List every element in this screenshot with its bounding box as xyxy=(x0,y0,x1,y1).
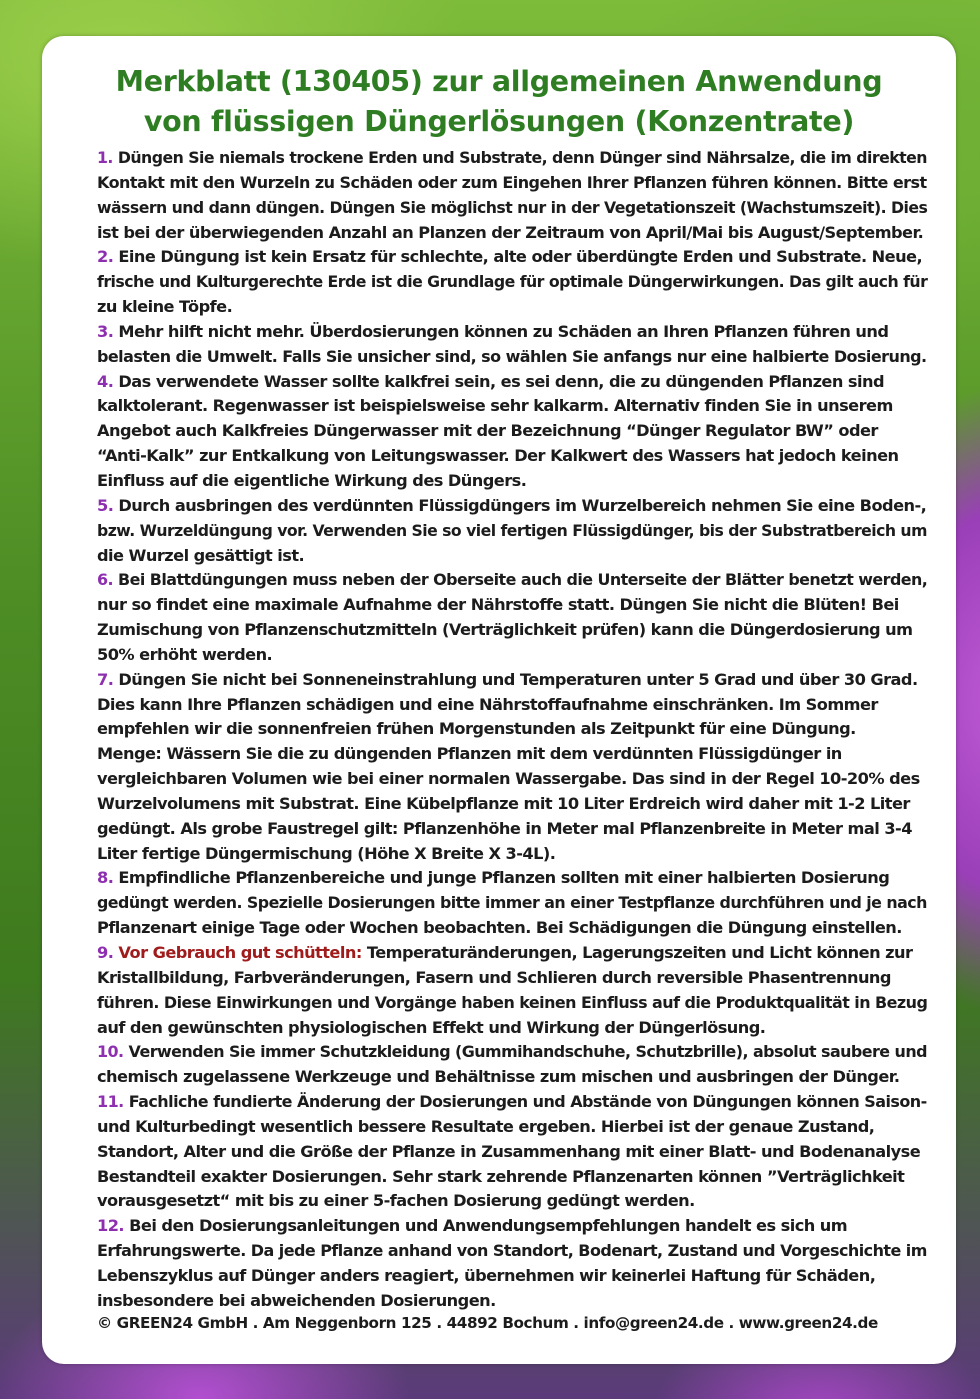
instruction-line xyxy=(97,668,927,693)
line-text: Bei Blattdüngungen muss neben der Oberseite auch die Unterseite der Blätter benetzt werden, xyxy=(118,570,928,590)
line-text: vorausgesetzt“ mit bis zu einer 5-fachen Dosierung gedüngt werden. xyxy=(97,1191,695,1211)
instruction-line xyxy=(97,966,927,991)
instruction-line xyxy=(97,1165,927,1190)
instruction-item xyxy=(97,320,927,370)
instruction-line xyxy=(97,469,927,494)
line-text: “Anti-Kalk” zur Entkalkung von Leitungswasser. Der Kalkwert des Wassers hat jedoch keinen xyxy=(97,446,899,466)
line-text: und Kulturbedingt wesentlich bessere Resultate ergeben. Hierbei ist der genaue Zustand, xyxy=(97,1116,875,1136)
line-text: Menge: Wässern Sie die zu düngenden Pflanzen mit dem verdünnten Flüssigdünger in xyxy=(97,744,842,764)
instruction-list xyxy=(97,146,927,1314)
line-text: zu kleine Töpfe. xyxy=(97,297,233,317)
line-text: führen. Diese Einwirkungen und Vorgänge haben keinen Einfluss auf die Produktqualität in Bezug xyxy=(97,992,928,1012)
line-text: Verwenden Sie immer Schutzkleidung (Gummihandschuhe, Schutzbrille), absolut saubere und xyxy=(128,1042,927,1062)
instruction-line xyxy=(97,544,927,569)
title-line-2: von flüssigen Düngerlösungen (Konzentrate) xyxy=(143,105,855,138)
line-text: gedüngt werden. Spezielle Dosierungen bitte immer an einer Testpflanze durchführen und je nach xyxy=(97,893,927,913)
instruction-line xyxy=(97,1090,927,1115)
line-text: Lebenszyklus auf Dünger anders reagiert, übernehmen wir keinerlei Haftung für Schäden, xyxy=(97,1265,876,1285)
item-number: 12. xyxy=(97,1216,125,1236)
instruction-item xyxy=(97,494,927,569)
line-text: Empfindliche Pflanzenbereiche und junge Pflanzen sollten mit einer halbierten Dosierung xyxy=(118,868,890,888)
line-text: ist bei der überwiegenden Anzahl an Planzen der Zeitraum von April/Mai bis August/September. xyxy=(97,222,924,242)
instruction-line xyxy=(97,444,927,469)
line-text: vergleichbaren Volumen wie bei einer normalen Wassergabe. Das sind in der Regel 10-20% des xyxy=(97,769,920,789)
line-text: Erfahrungswerte. Da jede Pflanze anhand von Standort, Bodenart, Zustand und Vorgeschichte im xyxy=(97,1241,927,1261)
line-text: Kristallbildung, Farbveränderungen, Fasern und Schlieren durch reversible Phasentrennung xyxy=(97,967,891,987)
instruction-line xyxy=(97,196,928,221)
instruction-item xyxy=(97,1090,927,1214)
instruction-item xyxy=(97,370,927,494)
info-sheet-card xyxy=(42,36,956,1364)
line-text: Temperaturänderungen, Lagerungszeiten und Licht können zur xyxy=(366,943,913,962)
instruction-line xyxy=(97,221,927,246)
line-text: Düngen Sie niemals trockene Erden und Substrate, denn Dünger sind Nährsalze, die im direkten xyxy=(117,148,927,167)
instruction-item xyxy=(97,1040,927,1090)
instruction-line xyxy=(97,643,927,668)
line-text: Wurzelvolumens mit Substrat. Eine Kübelpflanze mit 10 Liter Erdreich wird daher mit 1-2 Liter xyxy=(97,793,910,813)
line-text: Durch ausbringen des verdünnten Flüssigdüngers im Wurzelbereich nehmen Sie eine Boden-, xyxy=(118,495,927,515)
line-text: nur so findet eine maximale Aufnahme der Nährstoffe statt. Düngen Sie nicht die Blüten! Bei xyxy=(97,595,899,615)
line-text: Zumischung von Pflanzenschutzmitteln (Verträglichkeit prüfen) kann die Düngerdosierung um xyxy=(97,620,913,640)
instruction-line xyxy=(97,245,927,270)
line-text: auf den gewünschten physiologischen Effekt und Wirkung der Düngerlösung. xyxy=(97,1017,766,1037)
instruction-line xyxy=(97,146,927,171)
title-line-1: Merkblatt (130405) zur allgemeinen Anwendung xyxy=(115,65,883,98)
instruction-line xyxy=(97,742,927,767)
instruction-line xyxy=(97,1115,927,1140)
line-text: die Wurzel gesättigt ist. xyxy=(97,545,305,565)
line-text: chemisch zugelassene Werkzeuge und Behältnisse zum mischen und ausbringen der Dünger. xyxy=(97,1067,900,1087)
line-text: frische und Kulturgerechte Erde ist die Grundlage für optimale Düngerwirkungen. Das gilt auch für xyxy=(97,272,928,292)
item-number: 9. xyxy=(97,943,114,962)
instruction-line xyxy=(97,320,927,345)
item-number: 3. xyxy=(97,321,114,341)
instruction-line xyxy=(97,693,927,718)
instruction-line xyxy=(97,1065,927,1090)
item-number: 6. xyxy=(97,570,114,590)
line-text: gedüngt. Als grobe Faustregel gilt: Pflanzenhöhe in Meter mal Pflanzenbreite in Meter mal 3-4 xyxy=(97,818,912,838)
item-number: 2. xyxy=(97,247,114,267)
instruction-line xyxy=(97,1239,927,1264)
instruction-line xyxy=(97,618,927,643)
line-text: kalktolerant. Regenwasser ist beispielsweise sehr kalkarm. Alternativ finden Sie in unserem xyxy=(97,396,893,416)
line-text: Das verwendete Wasser sollte kalkfrei sein, es sei denn, die zu düngenden Pflanzen sind xyxy=(118,371,885,391)
instruction-line xyxy=(97,1189,927,1214)
instruction-item xyxy=(97,1214,927,1313)
item-number: 7. xyxy=(97,669,114,689)
footer-contact: © GREEN24 GmbH . Am Neggenborn 125 . 44892 Bochum . info@green24.de . www.green24.de xyxy=(97,1314,878,1332)
instruction-item xyxy=(97,668,927,867)
line-text: bzw. Wurzeldüngung vor. Verwenden Sie so viel fertigen Flüssigdünger, bis der Substratbereich um xyxy=(97,520,927,540)
instruction-line xyxy=(97,767,927,792)
instruction-line xyxy=(97,891,927,916)
item-number: 5. xyxy=(97,495,114,515)
line-text: Standort, Alter und die Größe der Pflanze in Zusammenhang mit einer Blatt- und Bodenanalyse xyxy=(97,1141,921,1161)
line-text: Kontakt mit den Wurzeln zu Schäden oder zum Eingehen Ihrer Pflanzen führen können. Bitte erst xyxy=(97,172,927,192)
instruction-line xyxy=(97,519,927,544)
instruction-line xyxy=(97,394,927,419)
line-text: empfehlen wir die sonnenfreien frühen Morgenstunden als Zeitpunkt für eine Düngung. xyxy=(97,719,856,739)
instruction-line xyxy=(97,270,928,295)
instruction-line xyxy=(97,494,927,519)
instruction-line xyxy=(97,1214,927,1239)
item-number: 11. xyxy=(97,1092,124,1112)
item-number: 1. xyxy=(97,148,113,167)
line-text: Bestandteil exakter Dosierungen. Sehr stark zehrende Pflanzenarten können ”Verträglichkeit xyxy=(97,1166,905,1186)
instruction-line xyxy=(97,593,927,618)
line-text: Fachliche fundierte Änderung der Dosierungen und Abstände von Düngungen können Saison- xyxy=(128,1092,927,1112)
page-title xyxy=(42,62,956,142)
instruction-line xyxy=(97,1264,927,1289)
line-text: Liter fertige Düngermischung (Höhe X Breite X 3-4L). xyxy=(97,843,556,863)
line-text: Einfluss auf die eigentliche Wirkung des Düngers. xyxy=(97,470,527,490)
instruction-line xyxy=(97,1040,927,1065)
instruction-line xyxy=(97,1140,927,1165)
instruction-line xyxy=(97,1016,927,1041)
instruction-line xyxy=(97,817,927,842)
shake-warning: Vor Gebrauch gut schütteln: xyxy=(118,943,362,962)
line-text: Düngen Sie nicht bei Sonneneinstrahlung und Temperaturen unter 5 Grad und über 30 Grad. xyxy=(118,669,918,689)
instruction-line xyxy=(97,568,928,593)
instruction-line xyxy=(97,991,928,1016)
line-text: Angebot auch Kalkfreies Düngerwasser mit der Bezeichnung “Dünger Regulator BW” oder xyxy=(97,421,878,441)
instruction-line xyxy=(97,345,927,370)
instruction-line xyxy=(97,842,927,867)
line-text: Dies kann Ihre Pflanzen schädigen und eine Nährstoffaufnahme einschränken. Im Sommer xyxy=(97,694,878,714)
instruction-line xyxy=(97,419,927,444)
line-text: belasten die Umwelt. Falls Sie unsicher sind, so wählen Sie anfangs nur eine halbierte Dosierung. xyxy=(97,346,927,366)
line-text: wässern und dann düngen. Düngen Sie möglichst nur in der Vegetationszeit (Wachstumszeit). Dies xyxy=(97,197,928,217)
line-text: 50% erhöht werden. xyxy=(97,644,273,664)
instruction-line xyxy=(97,792,927,817)
instruction-line xyxy=(97,866,927,891)
instruction-line xyxy=(97,941,927,966)
instruction-line xyxy=(97,1289,927,1314)
line-text: Pflanzenart einige Tage oder Wochen beobachten. Bei Schädigungen die Düngung einstellen. xyxy=(97,918,902,938)
instruction-item xyxy=(97,866,927,941)
instruction-item xyxy=(97,146,927,245)
item-number: 8. xyxy=(97,868,114,888)
item-number: 10. xyxy=(97,1042,124,1062)
instruction-line xyxy=(97,171,927,196)
line-text: Bei den Dosierungsanleitungen und Anwendungsempfehlungen handelt es sich um xyxy=(129,1216,848,1236)
instruction-line xyxy=(97,370,927,395)
instruction-line xyxy=(97,916,927,941)
instruction-item xyxy=(97,568,927,667)
instruction-line xyxy=(97,717,927,742)
line-text: Eine Düngung ist kein Ersatz für schlechte, alte oder überdüngte Erden und Substrate. Neue, xyxy=(118,247,923,267)
instruction-item xyxy=(97,941,927,1040)
item-number: 4. xyxy=(97,371,114,391)
line-text: Mehr hilft nicht mehr. Überdosierungen können zu Schäden an Ihren Pflanzen führen und xyxy=(118,321,889,341)
instruction-line xyxy=(97,295,927,320)
instruction-item xyxy=(97,245,927,320)
line-text: insbesondere bei abweichenden Dosierungen. xyxy=(97,1290,496,1310)
